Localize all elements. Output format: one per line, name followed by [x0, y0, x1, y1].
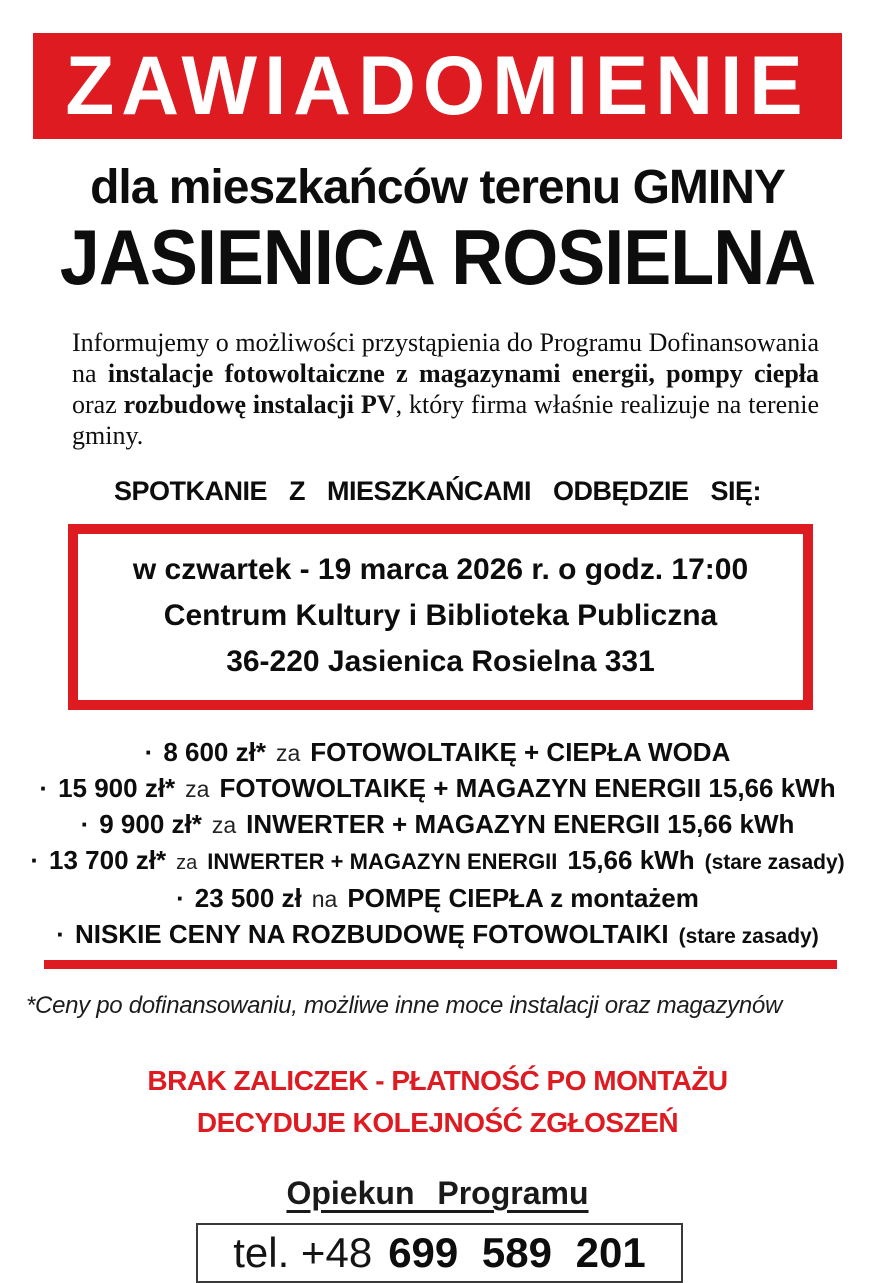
- cta-order-of-applications: DECYDUJE KOLEJNOŚĆ ZGŁOSZEŃ: [196, 1107, 679, 1138]
- offer-item: [0, 917, 875, 954]
- offer-price: 9 900 zł*: [99, 809, 202, 839]
- offer-price: 13 700 zł*: [49, 845, 167, 875]
- bullet: ·: [144, 737, 154, 767]
- offer-description: INWERTER + MAGAZYN ENERGII: [207, 849, 558, 874]
- offer-description: FOTOWOLTAIKĘ + MAGAZYN ENERGII 15,66 kWh: [219, 773, 836, 803]
- flyer-page: [0, 33, 875, 1274]
- main-title-text: JASIENICA ROSIELNA: [59, 215, 816, 302]
- offer-price: 23 500 zł: [194, 883, 302, 913]
- price-footnote: *Ceny po dofinansowaniu, możliwe inne moce instalacji oraz magazynów: [26, 992, 783, 1019]
- bullet: ·: [176, 883, 185, 913]
- banner-title: ZAWIADOMIENIE: [65, 39, 810, 132]
- intro-part3: , który firma właśnie realizuje na terenie gminy.: [72, 390, 819, 450]
- offer-note: (stare zasady): [678, 925, 819, 948]
- intro-bold2: rozbudowę instalacji PV: [123, 390, 396, 419]
- offer-tail: 15,66 kWh: [567, 845, 695, 875]
- phone-number: 699 589 201: [388, 1229, 646, 1276]
- offer-item: [0, 771, 875, 807]
- offer-price: 8 600 zł*: [163, 737, 266, 767]
- contact-heading: Opiekun Programu: [286, 1175, 589, 1211]
- offer-note: (stare zasady): [704, 851, 845, 874]
- meeting-details-box: [68, 524, 813, 710]
- offer-description: FOTOWOLTAIKĘ + CIEPŁA WODA: [310, 737, 731, 767]
- offer-conjunction: za: [185, 776, 210, 802]
- meeting-heading: SPOTKANIE Z MIESZKAŃCAMI ODBĘDZIE SIĘ:: [113, 476, 762, 506]
- cta-block: [0, 1064, 875, 1139]
- announcement-banner: [33, 33, 842, 139]
- price-list: [0, 735, 875, 954]
- offer-conjunction: za: [211, 812, 237, 838]
- phone-prefix: tel. +48: [233, 1229, 373, 1276]
- bullet: ·: [30, 845, 39, 875]
- intro-bold1: instalacje fotowoltaiczne z magazynami energii, pompy ciepła: [107, 359, 819, 388]
- intro-part2: oraz: [72, 390, 124, 419]
- offer-item: [0, 807, 875, 843]
- offer-item: [0, 735, 875, 771]
- bullet: ·: [80, 809, 90, 839]
- phone-box: [196, 1223, 683, 1283]
- offer-price: 15 900 zł*: [58, 773, 176, 803]
- red-divider-line: [44, 960, 837, 969]
- offer-item: [0, 881, 875, 917]
- offer-conjunction: na: [311, 886, 338, 912]
- intro-part1: Informujemy o możliwości przystąpienia do Programu Dofinansowania na: [72, 328, 819, 388]
- bullet: ·: [39, 773, 49, 803]
- bullet: ·: [56, 919, 65, 949]
- offer-description: NISKIE CENY NA ROZBUDOWĘ FOTOWOLTAIKI: [74, 919, 669, 949]
- meeting-venue: Centrum Kultury i Biblioteka Publiczna: [163, 599, 718, 632]
- meeting-address: 36-220 Jasienica Rosielna 331: [226, 645, 655, 678]
- offer-item: [0, 843, 875, 881]
- meeting-date-time: w czwartek - 19 marca 2026 r. o godz. 17:00: [132, 553, 749, 586]
- offer-description: POMPĘ CIEPŁA z montażem: [347, 883, 699, 913]
- intro-paragraph: [72, 327, 819, 451]
- main-title: [0, 215, 875, 302]
- cta-no-advance-payment: BRAK ZALICZEK - PŁATNOŚĆ PO MONTAŻU: [147, 1065, 728, 1096]
- audience-subtitle: dla mieszkańców terenu GMINY: [90, 161, 785, 214]
- offer-conjunction: za: [176, 852, 198, 874]
- offer-conjunction: za: [275, 740, 301, 766]
- offer-description: INWERTER + MAGAZYN ENERGII 15,66 kWh: [246, 809, 795, 839]
